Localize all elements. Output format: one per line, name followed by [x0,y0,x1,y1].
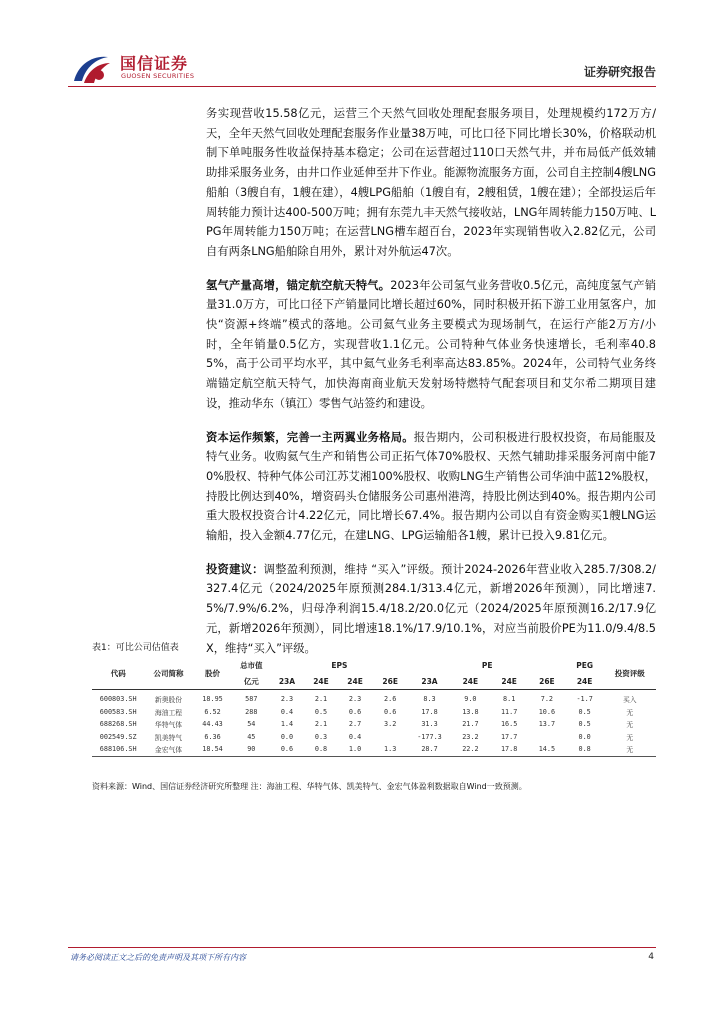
cell-eps: 2.3 [280,695,294,704]
cell-eps: 2.1 [314,720,328,729]
cell-eps: 2.1 [314,695,328,704]
cell-pe: 9.0 [464,695,477,704]
cell-eps: 3.2 [384,720,397,729]
header-divider [68,86,656,87]
cell-mcap: 288 [245,707,258,716]
cell-code: 002549.SZ [99,732,137,741]
cell-price: 6.52 [204,707,221,716]
col-header-mcap: 总市值 [240,660,263,670]
cell-pe: 8.3 [423,695,436,704]
footer-divider [68,947,656,948]
cell-rating: 无 [626,733,634,742]
cell-eps: 0.3 [314,732,328,741]
cell-mcap: 54 [247,720,256,729]
cell-eps: 0.6 [348,707,362,716]
cell-peg: -1.7 [576,695,593,704]
cell-pe: 22.2 [450,743,490,756]
cell-eps: 1.0 [338,743,372,756]
footer-disclaimer: 请务必阅读正文之后的免责声明及其项下所有内容 [70,953,246,962]
col-header-mcap-unit: 亿元 [232,673,270,690]
cell-eps: 0.4 [348,732,362,741]
cell-eps: 0.5 [314,707,328,716]
cell-pe: 8.1 [503,695,516,704]
paragraph-investment-advice: 投资建议：调整盈利预测，维持 “买入”评级。预计2024-2026年营业收入285.7/308.2/327.4亿元（2024/2025年原预测284.1/313.4亿元，新增2026年预测），同比增速7.5%/7.9%/6.2%，归母净利润15.4/18.2/20.0亿元（2024/2025年原预测16.2/17.9亿元，新增2026年预测），同比增速18.1%/17.9/10.1%，对应当前股价PE为11.0/9.4/8.5X，维持“买入”评级。 [206,562,656,655]
table-title: 表1：可比公司估值表 [92,643,179,653]
cell-eps: 0.0 [280,732,294,741]
cell-mcap: 90 [232,743,270,756]
report-type-label: 证券研究报告 [583,65,656,79]
valuation-table [92,657,656,757]
col-header-code: 代码 [92,657,144,690]
cell-pe [528,731,566,744]
cell-eps: 2.3 [348,695,362,704]
cell-pe: 17.7 [500,732,518,741]
cell-pe: 16.5 [500,720,518,729]
page-header [0,0,724,90]
cell-rating: 买入 [622,696,637,705]
paragraph-lead: 氢气产量高增，锚定航空航天特气。 [206,278,391,292]
cell-eps: 0.6 [270,743,304,756]
cell-name: 新奥股份 [154,696,183,705]
col-header-name: 公司简称 [144,657,192,690]
cell-pe: 14.5 [528,743,566,756]
cell-peg: 0.5 [578,707,591,716]
cell-name: 凯美特气 [154,733,183,742]
paragraph-lead: 资本运作频繁，完善一主两翼业务格局。 [206,430,414,444]
col-header-year: 24E [304,673,339,690]
report-body [206,104,656,672]
cell-eps [372,731,409,744]
cell-name: 金宏气体 [144,743,192,756]
cell-name: 华特气体 [154,721,183,730]
cell-pe: 31.3 [421,720,438,729]
cell-eps: 1.4 [280,720,294,729]
cell-eps: 0.4 [280,707,294,716]
cell-name: 海油工程 [154,708,183,717]
col-header-year: 26E [372,673,409,690]
col-header-year: 26E [528,673,566,690]
col-header-year: 24E [490,673,528,690]
col-header-eps: EPS [331,660,348,670]
cell-pe: -177.3 [417,732,442,741]
cell-pe: 13.8 [462,707,479,716]
cell-pe: 17.8 [421,707,438,716]
table-row [92,718,656,731]
col-header-price: 股价 [193,657,233,690]
paragraph-gas-production: 氢气产量高增，锚定航空航天特气。2023年公司氢气业务营收0.5亿元，高纯度氢气产销量31.0万方，可比口径下产销量同比增长超过60%，同时积极开拓下游工业用氢客户，加快“资源+终端”模式的落地。公司氦气业务主要模式为现场制气，在运行产能2万方/小时，全年销量0.5亿方，实现营收1.1亿元。公司特种气体业务快速增长，毛利率40.85%，高于公司平均水平，其中氦气业务毛利率高达83.85%。2024年，公司特气业务终端锚定航空航天特气，加快海南商业航天发射场特燃特气配套项目和艾尔希二期项目建设，推动华东（镇江）零售气站签约和建设。 [206,278,656,410]
paragraph-lead: 投资建议： [206,562,264,576]
col-header-year: 23A [270,673,304,690]
cell-peg: 0.5 [578,720,591,729]
cell-code: 600803.SH [99,695,137,704]
cell-code: 688268.SH [99,720,137,729]
guosen-logo-icon [72,51,112,85]
cell-mcap: 587 [245,695,258,704]
cell-pe: 23.2 [462,732,479,741]
cell-price: 6.36 [204,732,221,741]
cell-peg: 0.8 [566,743,604,756]
cell-price: 44.43 [202,720,223,729]
cell-eps: 1.3 [372,743,409,756]
paragraph-energy-services: 务实现营收15.58亿元，运营三个天然气回收处理配套服务项目，处理规模约172万方/天，全年天然气回收处理配套服务作业量38万吨，可比口径下同比增长30%，价格联动机制下单吨服务性收益保持基本稳定；公司在运营超过110口天然气井，并布局低产低效辅助排采服务业务，由井口作业延伸至井下作业。能源物流服务方面，公司自主控制4艘LNG船舶（3艘自有，1艘在建），4艘LPG船舶（1艘自有，2艘租赁，1艘在建）；全部投运后年周转能力预计达400-500万吨；拥有东莞九丰天然气接收站，LNG年周转能力150万吨、LPG年周转能力150万吨；在运营LNG槽车超百台，2023年实现销售收入2.82亿元，公司自有两条LNG船舶除自用外，累计对外航运47次。 [206,107,656,258]
cell-pe: 7.2 [540,695,554,704]
col-header-peg: PEG [576,660,594,670]
cell-price: 18.54 [193,743,233,756]
col-header-year: 24E [338,673,372,690]
cell-eps: 0.6 [384,707,397,716]
cell-rating: 无 [626,708,634,717]
cell-price: 18.95 [202,695,223,704]
cell-mcap: 45 [247,732,256,741]
cell-code: 688106.SH [92,743,144,756]
table-row [92,731,656,744]
cell-pe: 11.7 [500,707,518,716]
col-header-year: 24E [450,673,490,690]
cell-code: 600583.SH [99,707,137,716]
brand-name-cn: 国信证券 [120,54,189,73]
paragraph-capital-operations: 资本运作频繁，完善一主两翼业务格局。报告期内，公司积极进行股权投资，布局能服及特气业务。收购氦气生产和销售公司正拓气体70%股权、天然气辅助排采服务河南中能70%股权、特种气体公司江苏艾湘100%股权、收购LNG生产销售公司华油中蓝12%股权，持股比例达到40%，增资码头仓储服务公司惠州港湾，持股比例达到40%。报告期内公司重大股权投资合计4.22亿元，同比增长67.4%。报告期内公司以自有资金购买1艘LNG运输船，投入金额4.77亿元，在建LNG、LPG运输船各1艘，累计已投入9.81亿元。 [206,430,656,543]
brand-name-en: GUOSEN SECURITIES [121,72,195,80]
col-header-rating: 投资评级 [604,657,657,690]
cell-eps: 0.8 [304,743,339,756]
page-number: 4 [648,952,654,962]
table-row [92,706,656,719]
cell-pe: 17.8 [490,743,528,756]
col-header-year: 23A [409,673,451,690]
cell-pe: 13.7 [538,720,556,729]
cell-peg: 0.0 [578,732,591,741]
cell-eps: 2.7 [348,720,362,729]
cell-pe: 28.7 [409,743,451,756]
cell-eps: 2.6 [384,695,397,704]
cell-rating: 无 [604,743,657,756]
table-row [92,690,656,706]
cell-pe: 21.7 [462,720,479,729]
col-header-pe: PE [481,660,493,670]
table-row [92,743,656,756]
table-source-note: 资料来源：Wind、国信证券经济研究所整理 注：海油工程、华特气体、凯美特气、金宏气体盈利数据取自Wind一致预测。 [92,782,527,791]
col-header-year: 24E [566,673,604,690]
cell-rating: 无 [626,721,634,730]
cell-pe: 10.6 [538,707,556,716]
